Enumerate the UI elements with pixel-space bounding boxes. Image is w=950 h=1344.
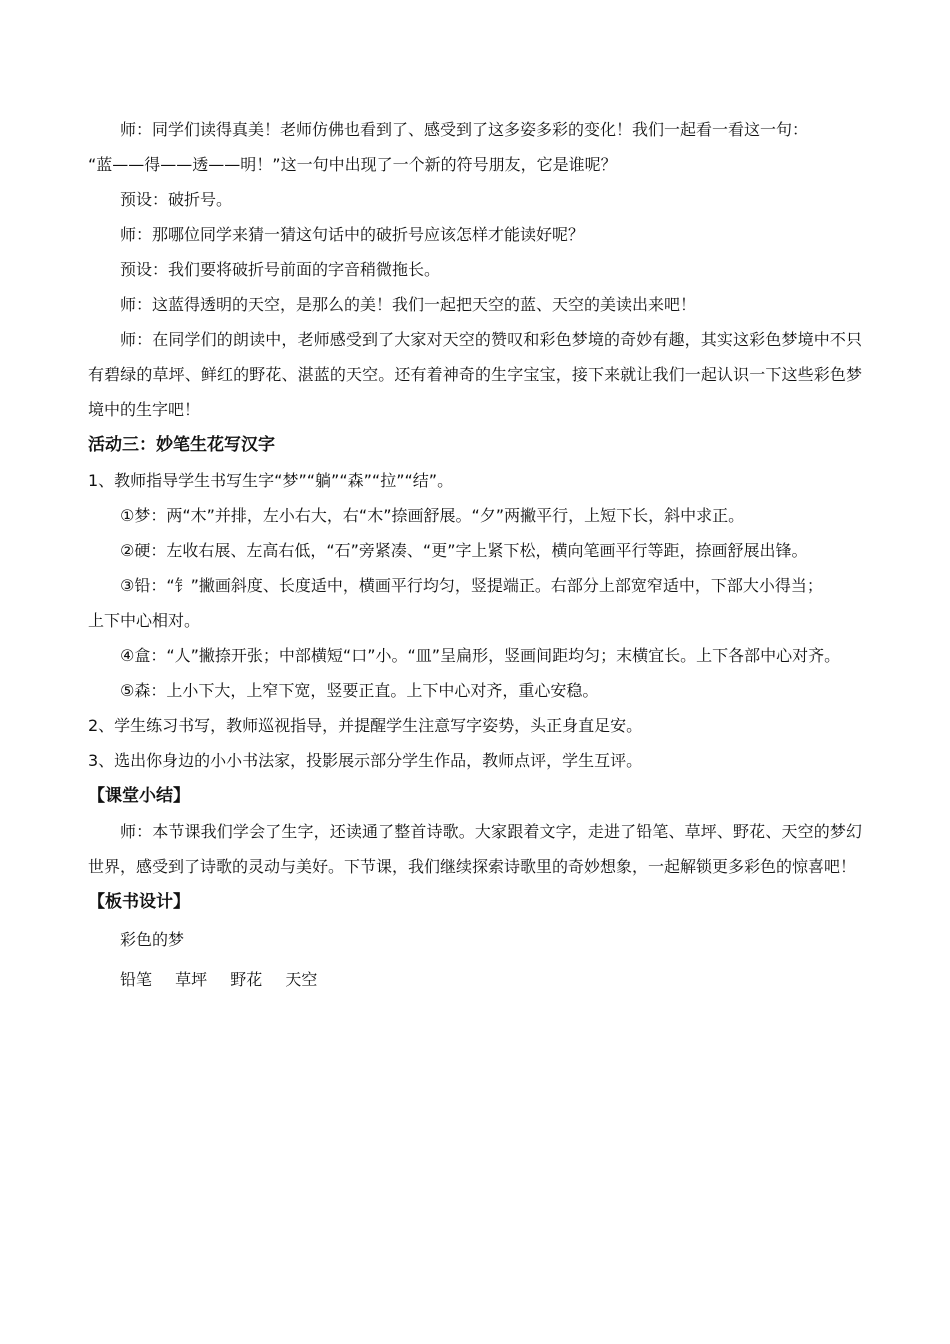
summary-text: 师：本节课我们学会了生字，还读通了整首诗歌。大家跟着文字，走进了铅笔、草坪、野花、天空的梦幻世界，感受到了诗歌的灵动与美好。下节课，我们继续探索诗歌里的奇妙想象，一起解锁更多彩色的惊喜吧！	[88, 822, 862, 876]
board-word: 天空	[285, 970, 318, 989]
paragraph-teacher-question: 师：那哪位同学来猜一猜这句话中的破折号应该怎样才能读好呢？	[120, 225, 585, 244]
activity3-sub-qian-cont: 上下中心相对。	[88, 611, 201, 630]
activity3-item-2: 2、学生练习书写，教师巡视指导，并提醒学生注意写字姿势，头正身直足安。	[88, 716, 643, 735]
activity3-sub-ying: ②硬：左收右展、左高右低，“石”旁紧凑、“更”字上紧下松，横向笔画平行等距，捺画舒展出锋。	[120, 541, 808, 560]
activity3-heading: 活动三：妙笔生花写汉字	[88, 435, 275, 455]
board-title-line: 彩色的梦	[120, 930, 185, 949]
paragraph-preset-2: 预设：我们要将破折号前面的字音稍微拖长。	[120, 260, 441, 279]
board-word: 野花	[230, 970, 263, 989]
summary-heading: 【课堂小结】	[88, 786, 190, 806]
activity3-item-3: 3、选出你身边的小小书法家，投影展示部分学生作品，教师点评，学生互评。	[88, 751, 643, 770]
activity3-item-1: 1、教师指导学生书写生字“梦”“躺”“森”“拉”“结”。	[88, 471, 454, 490]
paragraph-preset-1: 预设：破折号。	[120, 190, 233, 209]
activity3-sub-sen: ⑤森：上小下大，上窄下宽，竖要正直。上下中心对齐，重心安稳。	[120, 681, 599, 700]
board-words-line	[88, 960, 862, 1000]
paragraph-teacher-sky: 师：这蓝得透明的天空，是那么的美！我们一起把天空的蓝、天空的美读出来吧！	[120, 295, 697, 314]
document-content	[88, 112, 862, 1000]
board-heading: 【板书设计】	[88, 892, 190, 912]
activity3-sub-qian: ③铅：“钅”撇画斜度、长度适中，横画平行均匀，竖提端正。右部分上部宽窄适中，下部大小得当；	[120, 576, 823, 595]
paragraph-teacher-praise: 师：同学们读得真美！老师仿佛也看到了、感受到了这多姿多彩的变化！我们一起看一看这一句：	[120, 120, 809, 139]
board-word: 铅笔	[120, 970, 153, 989]
activity3-sub-meng: ①梦：两“木”并排，左小右大，右“木”捺画舒展。“夕”两撇平行，上短下长，斜中求正。	[120, 506, 745, 525]
activity3-sub-he: ④盒：“人”撇捺开张；中部横短“口”小。“皿”呈扁形，竖画间距均匀；末横宜长。上下各部中心对齐。	[120, 646, 841, 665]
paragraph-dash-sentence: “蓝——得——透——明！”这一句中出现了一个新的符号朋友，它是谁呢？	[88, 155, 617, 174]
board-word: 草坪	[175, 970, 208, 989]
paragraph-teacher-transition: 师：在同学们的朗读中，老师感受到了大家对天空的赞叹和彩色梦境的奇妙有趣，其实这彩色梦境中不只有碧绿的草坪、鲜红的野花、湛蓝的天空。还有着神奇的生字宝宝，接下来就让我们一起认识一下这些彩色梦境中的生字吧！	[88, 330, 862, 419]
